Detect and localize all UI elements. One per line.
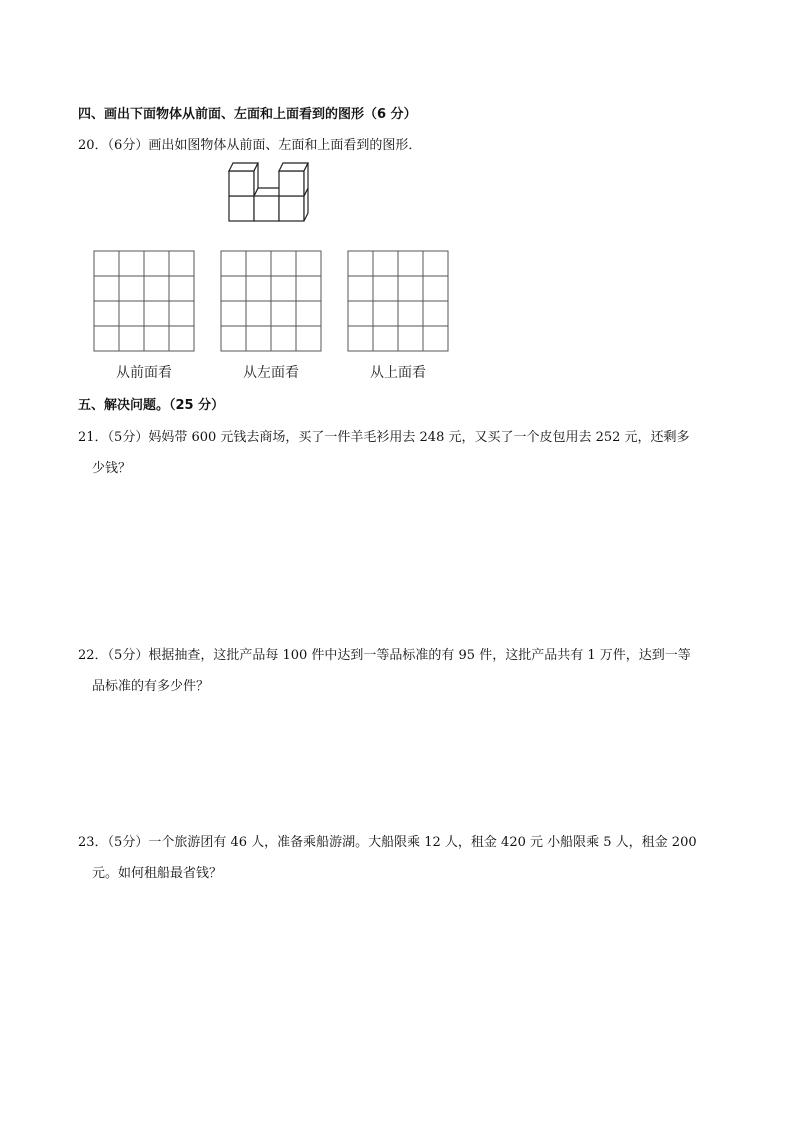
cube-bottom-1 xyxy=(229,196,254,221)
question-22-line-2: 品标准的有多少件？ xyxy=(92,679,210,694)
cube-top-left-top xyxy=(229,163,258,171)
section-4-heading: 四、画出下面物体从前面、左面和上面看到的图形（6 分） xyxy=(78,107,417,122)
block-object xyxy=(229,163,308,221)
grid-top-view[interactable] xyxy=(348,251,448,351)
cube-bottom-3 xyxy=(279,196,304,221)
question-22-line-1: 22．（5分）根据抽查，这批产品每 100 件中达到一等品标准的有 95 件，这批产品共有 1 万件，达到一等 xyxy=(78,648,691,663)
section-5-heading: 五、解决问题。（25 分） xyxy=(78,398,225,413)
question-23-line-2: 元。如何租船最省钱？ xyxy=(92,866,223,881)
figure-svg xyxy=(92,158,450,382)
cube-top-left xyxy=(229,171,254,196)
grid-left-view[interactable] xyxy=(221,251,321,351)
grid-label-left: 从左面看 xyxy=(243,365,299,381)
cube-top-right-top xyxy=(279,163,308,171)
question-23-line-1: 23．（5分）一个旅游团有 46 人，准备乘船游湖。大船限乘 12 人，租金 420 元 小船限乘 5 人，租金 200 xyxy=(78,835,697,850)
cube-top-right xyxy=(279,171,304,196)
question-21-line-1: 21．（5分）妈妈带 600 元钱去商场，买了一件羊毛衫用去 248 元，又买了一个皮包用去 252 元，还剩多 xyxy=(78,430,690,445)
question-20-figure xyxy=(92,158,450,382)
grid-label-front: 从前面看 xyxy=(116,365,172,381)
grid-label-top: 从上面看 xyxy=(370,365,426,381)
question-21-line-2: 少钱？ xyxy=(92,461,132,476)
question-20-text: 20．（6分）画出如图物体从前面、左面和上面看到的图形． xyxy=(78,138,422,153)
grid-front-view[interactable] xyxy=(94,251,194,351)
cube-bottom-2 xyxy=(254,196,279,221)
